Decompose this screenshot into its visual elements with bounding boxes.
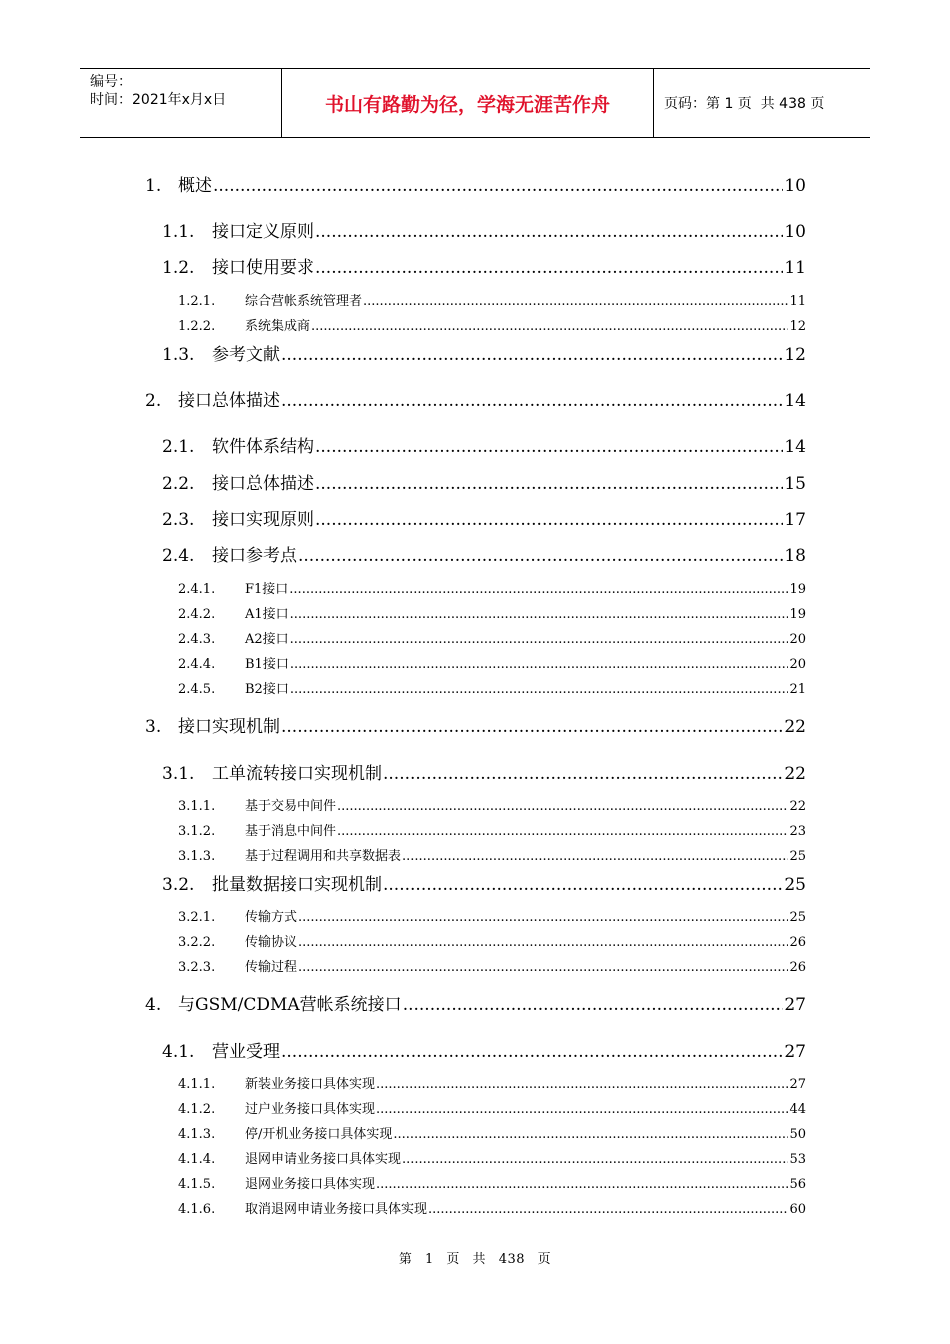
- toc-dot-leader: [298, 935, 788, 950]
- toc-entry[interactable]: [178, 1123, 806, 1142]
- toc-entry-page: 26: [789, 960, 806, 975]
- toc-entry-page: 27: [789, 1077, 806, 1092]
- toc-entry[interactable]: [178, 1148, 806, 1167]
- toc-dot-leader: [402, 849, 788, 864]
- document-number-label: 编号：: [90, 74, 132, 90]
- toc-entry[interactable]: [162, 870, 806, 895]
- toc-entry-page: 12: [789, 319, 806, 334]
- toc-dot-leader: [315, 510, 783, 530]
- toc-entry-page: 10: [784, 176, 806, 196]
- toc-entry-page: 17: [784, 510, 806, 530]
- toc-entry[interactable]: [162, 253, 806, 278]
- toc-entry-page: 10: [784, 222, 806, 242]
- toc-entry-number: 3.1.3.: [178, 849, 216, 864]
- toc-entry-page: 25: [789, 849, 806, 864]
- toc-dot-leader: [290, 607, 789, 622]
- toc-entry[interactable]: [178, 653, 806, 672]
- toc-dot-leader: [289, 582, 788, 597]
- toc-dot-leader: [213, 176, 783, 196]
- toc-entry-page: 12: [784, 345, 806, 365]
- toc-dot-leader: [428, 1202, 788, 1217]
- toc-entry-title: 基于过程调用和共享数据表: [245, 849, 402, 864]
- toc-entry-page: 20: [789, 632, 806, 647]
- toc-entry[interactable]: [178, 578, 806, 597]
- toc-entry-page: 56: [789, 1177, 806, 1192]
- page-header: [80, 68, 870, 138]
- toc-entry-title: 传输方式: [245, 910, 298, 925]
- footer-prefix: 第: [398, 1252, 413, 1267]
- toc-entry-number: 1.: [145, 176, 162, 196]
- toc-entry[interactable]: [178, 845, 806, 864]
- toc-entry-number: 4.1.6.: [178, 1202, 216, 1217]
- toc-entry-title: 接口总体描述: [212, 474, 314, 494]
- toc-entry[interactable]: [178, 628, 806, 647]
- toc-entry-page: 22: [784, 717, 806, 737]
- toc-entry[interactable]: [162, 759, 806, 784]
- toc-entry[interactable]: [162, 505, 806, 530]
- toc-entry-page: 23: [789, 824, 806, 839]
- toc-entry-title: B1接口: [245, 657, 289, 672]
- toc-dot-leader: [315, 222, 783, 242]
- footer-current-page: 1: [424, 1252, 434, 1267]
- toc-entry[interactable]: [178, 603, 806, 622]
- toc-entry-number: 3.2.2.: [178, 935, 216, 950]
- toc-entry-number: 3.: [145, 717, 162, 737]
- toc-entry-title: 概述: [178, 176, 212, 196]
- toc-entry-title: A1接口: [245, 607, 289, 622]
- toc-entry[interactable]: [178, 1098, 806, 1117]
- toc-entry-title: 营业受理: [212, 1042, 280, 1062]
- toc-entry-number: 2.1.: [162, 437, 195, 457]
- toc-entry[interactable]: [162, 432, 806, 457]
- toc-entry[interactable]: [145, 990, 806, 1015]
- toc-entry-number: 4.1.: [162, 1042, 195, 1062]
- document-time-label: 时间：2021年x月x日: [90, 92, 227, 108]
- toc-entry-number: 2.2.: [162, 474, 195, 494]
- toc-entry-title: 参考文献: [212, 345, 280, 365]
- toc-dot-leader: [281, 345, 783, 365]
- toc-entry-title: 接口实现机制: [178, 717, 280, 737]
- toc-entry-title: 接口总体描述: [178, 391, 280, 411]
- toc-entry-number: 4.: [145, 995, 162, 1015]
- toc-entry-page: 22: [784, 764, 806, 784]
- toc-entry-page: 21: [789, 682, 806, 697]
- toc-entry-number: 2.3.: [162, 510, 195, 530]
- toc-entry[interactable]: [145, 712, 806, 737]
- toc-entry-page: 11: [784, 258, 806, 278]
- toc-entry-number: 3.2.1.: [178, 910, 216, 925]
- toc-entry-number: 4.1.5.: [178, 1177, 216, 1192]
- toc-dot-leader: [403, 995, 784, 1015]
- toc-entry-title: 接口参考点: [212, 546, 297, 566]
- toc-entry-number: 3.2.3.: [178, 960, 216, 975]
- toc-entry[interactable]: [178, 290, 806, 309]
- toc-entry[interactable]: [162, 541, 806, 566]
- toc-entry-number: 3.1.: [162, 764, 195, 784]
- toc-entry-title: 退网申请业务接口具体实现: [245, 1152, 402, 1167]
- toc-dot-leader: [376, 1077, 788, 1092]
- toc-entry[interactable]: [178, 315, 806, 334]
- toc-entry[interactable]: [178, 931, 806, 950]
- toc-entry-number: 4.1.3.: [178, 1127, 216, 1142]
- toc-entry-title: 综合营帐系统管理者: [245, 294, 363, 309]
- toc-entry[interactable]: [162, 1037, 806, 1062]
- toc-dot-leader: [393, 1127, 788, 1142]
- toc-entry-title: 接口使用要求: [212, 258, 314, 278]
- footer-total-pages: 438: [498, 1252, 526, 1267]
- toc-dot-leader: [402, 1152, 788, 1167]
- toc-entry-number: 1.1.: [162, 222, 195, 242]
- header-page-info: [654, 69, 870, 137]
- toc-entry-title: 取消退网申请业务接口具体实现: [245, 1202, 428, 1217]
- toc-dot-leader: [298, 910, 788, 925]
- toc-entry-title: A2接口: [245, 632, 289, 647]
- toc-entry-title: 过户业务接口具体实现: [245, 1102, 376, 1117]
- toc-entry-title: 退网业务接口具体实现: [245, 1177, 376, 1192]
- footer-total-unit: 页: [537, 1252, 552, 1267]
- toc-entry-title: 基于交易中间件: [245, 799, 337, 814]
- toc-dot-leader: [281, 1042, 783, 1062]
- toc-entry-number: 2.4.1.: [178, 582, 216, 597]
- header-motto: 书山有路勤为径，学海无涯苦作舟: [282, 69, 654, 137]
- toc-entry[interactable]: [178, 1198, 806, 1217]
- toc-entry[interactable]: [178, 956, 806, 975]
- toc-entry-title: 软件体系结构: [212, 437, 314, 457]
- footer-total-label: 共: [472, 1252, 487, 1267]
- toc-dot-leader: [376, 1177, 788, 1192]
- toc-entry-page: 14: [784, 437, 806, 457]
- toc-entry-title: 系统集成商: [245, 319, 311, 334]
- page-footer: [0, 1248, 950, 1267]
- toc-entry-title: 传输协议: [245, 935, 298, 950]
- toc-dot-leader: [290, 657, 789, 672]
- toc-entry[interactable]: [145, 386, 806, 411]
- toc-entry-number: 4.1.1.: [178, 1077, 216, 1092]
- toc-dot-leader: [363, 294, 788, 309]
- toc-entry-title: B2接口: [245, 682, 289, 697]
- toc-entry-title: 基于消息中间件: [245, 824, 337, 839]
- toc-entry-title: 与GSM/CDMA营帐系统接口: [178, 995, 402, 1015]
- toc-entry-page: 60: [789, 1202, 806, 1217]
- toc-dot-leader: [281, 391, 783, 411]
- toc-entry-page: 25: [789, 910, 806, 925]
- toc-entry-title: 接口实现原则: [212, 510, 314, 530]
- toc-dot-leader: [383, 875, 783, 895]
- toc-entry-page: 18: [784, 546, 806, 566]
- toc-entry[interactable]: [178, 795, 806, 814]
- toc-entry-page: 44: [789, 1102, 806, 1117]
- header-page-info-text: 页码：第 1 页 共 438 页: [664, 96, 825, 112]
- toc-entry-page: 27: [784, 1042, 806, 1062]
- toc-entry-title: 接口定义原则: [212, 222, 314, 242]
- toc-entry-page: 11: [789, 294, 806, 309]
- toc-dot-leader: [315, 258, 783, 278]
- toc-entry-page: 50: [789, 1127, 806, 1142]
- toc-entry-number: 2.4.4.: [178, 657, 216, 672]
- toc-entry-number: 3.1.2.: [178, 824, 216, 839]
- toc-entry[interactable]: [178, 1073, 806, 1092]
- toc-entry[interactable]: [178, 678, 806, 697]
- toc-entry-title: 停/开机业务接口具体实现: [245, 1127, 393, 1142]
- toc-entry[interactable]: [178, 906, 806, 925]
- toc-entry[interactable]: [145, 171, 806, 196]
- toc-entry-number: 2.: [145, 391, 162, 411]
- toc-dot-leader: [376, 1102, 788, 1117]
- toc-entry-page: 15: [784, 474, 806, 494]
- toc-dot-leader: [298, 546, 783, 566]
- toc-entry-title: 传输过程: [245, 960, 298, 975]
- toc-entry-page: 53: [789, 1152, 806, 1167]
- toc-entry-page: 19: [789, 582, 806, 597]
- toc-entry-title: F1接口: [245, 582, 289, 597]
- toc-dot-leader: [315, 437, 783, 457]
- toc-entry-title: 批量数据接口实现机制: [212, 875, 382, 895]
- toc-entry-number: 4.1.2.: [178, 1102, 216, 1117]
- toc-entry-number: 3.2.: [162, 875, 195, 895]
- header-meta: [80, 69, 282, 137]
- toc-entry-title: 工单流转接口实现机制: [212, 764, 382, 784]
- toc-entry-page: 27: [784, 995, 806, 1015]
- toc-dot-leader: [337, 824, 788, 839]
- toc-entry-number: 4.1.4.: [178, 1152, 216, 1167]
- toc-entry-title: 新装业务接口具体实现: [245, 1077, 376, 1092]
- toc-dot-leader: [281, 717, 783, 737]
- toc-dot-leader: [290, 632, 789, 647]
- toc-dot-leader: [311, 319, 788, 334]
- toc-entry-number: 2.4.5.: [178, 682, 216, 697]
- toc-dot-leader: [298, 960, 788, 975]
- toc-entry-page: 20: [789, 657, 806, 672]
- footer-page-unit: 页: [446, 1252, 460, 1267]
- toc-entry-page: 26: [789, 935, 806, 950]
- toc-entry-number: 1.2.1.: [178, 294, 216, 309]
- toc-entry[interactable]: [162, 340, 806, 365]
- toc-entry-number: 1.2.2.: [178, 319, 216, 334]
- toc-entry-page: 22: [789, 799, 806, 814]
- toc-entry[interactable]: [178, 820, 806, 839]
- toc-dot-leader: [383, 764, 783, 784]
- toc-entry-number: 2.4.3.: [178, 632, 216, 647]
- toc-entry[interactable]: [162, 469, 806, 494]
- toc-entry-page: 19: [789, 607, 806, 622]
- toc-dot-leader: [290, 682, 789, 697]
- toc-entry-page: 14: [784, 391, 806, 411]
- toc-entry-number: 3.1.1.: [178, 799, 216, 814]
- toc-entry-number: 1.3.: [162, 345, 195, 365]
- toc-entry-page: 25: [784, 875, 806, 895]
- toc-dot-leader: [337, 799, 788, 814]
- toc-entry[interactable]: [162, 217, 806, 242]
- toc-dot-leader: [315, 474, 783, 494]
- toc-entry[interactable]: [178, 1173, 806, 1192]
- toc-entry-number: 2.4.: [162, 546, 195, 566]
- toc-entry-number: 1.2.: [162, 258, 195, 278]
- toc-entry-number: 2.4.2.: [178, 607, 216, 622]
